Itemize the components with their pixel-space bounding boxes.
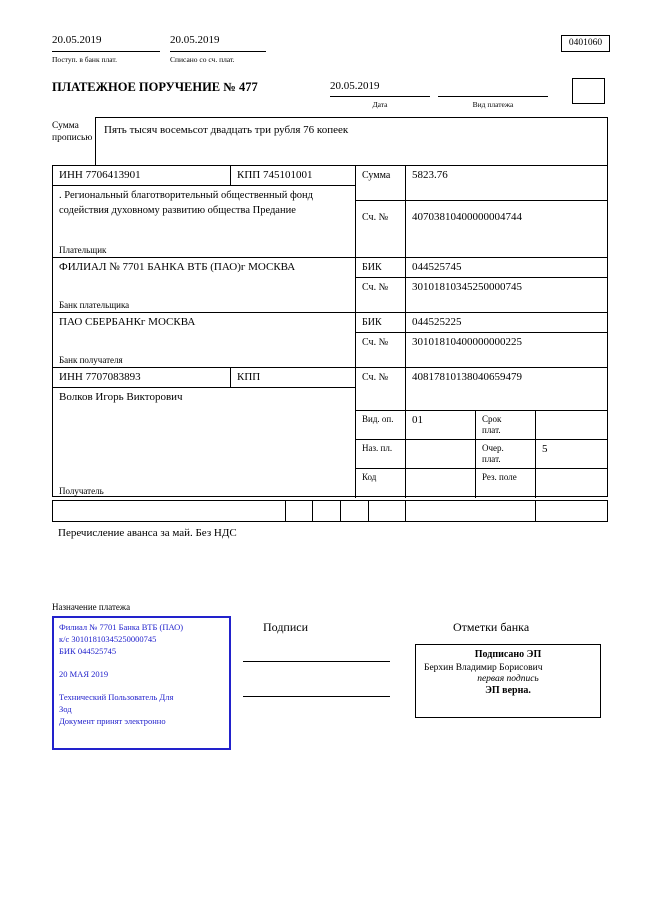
amount-label-cell: Сумма bbox=[356, 166, 406, 201]
amount-words-label-line2: прописью bbox=[52, 133, 93, 143]
srok-plat-value-cell bbox=[536, 411, 607, 440]
document-date-label: Дата bbox=[372, 100, 388, 109]
payer-bank-bik-value-cell: 044525745 bbox=[406, 258, 607, 278]
naz-pl-value-cell bbox=[406, 440, 476, 469]
beneficiary-name: Волков Игорь Викторович bbox=[59, 391, 183, 403]
esign-title: Подписано ЭП bbox=[474, 649, 542, 660]
codes-cell-6 bbox=[406, 501, 536, 521]
codes-row bbox=[52, 500, 608, 522]
purpose-text: Перечисление аванса за май. Без НДС bbox=[58, 527, 237, 539]
bank-blue-stamp bbox=[52, 616, 231, 750]
payer-account-label-cell: Сч. № bbox=[356, 201, 406, 258]
payer-cell bbox=[53, 186, 356, 258]
payer-bank-name: ФИЛИАЛ № 7701 БАНКА ВТБ (ПАО)г МОСКВА bbox=[59, 261, 296, 273]
signatures-header: Подписи bbox=[263, 620, 309, 634]
amount-value-cell: 5823.76 bbox=[406, 166, 607, 201]
esign-stamp-box bbox=[415, 644, 601, 718]
stamp-bik: БИК 044525745 bbox=[59, 646, 117, 656]
codes-cell-4 bbox=[341, 501, 369, 521]
payer-bank-account-label-cell: Сч. № bbox=[356, 278, 406, 313]
amount-words-box bbox=[95, 117, 608, 165]
stamp-corr-account: к/с 30101810345250000745 bbox=[59, 634, 157, 644]
received-in-bank-date: 20.05.2019 bbox=[52, 34, 160, 52]
beneficiary-account-label-cell: Сч. № bbox=[356, 368, 406, 411]
payer-account-value-cell: 40703810400000004744 bbox=[406, 201, 607, 258]
beneficiary-bank-bik-label-cell: БИК bbox=[356, 313, 406, 333]
rez-pole-value-cell bbox=[536, 469, 607, 498]
stamp-date: 20 МАЯ 2019 bbox=[59, 669, 109, 679]
ocher-plat-label-cell: Очер. плат. bbox=[476, 440, 536, 469]
payer-name: . Региональный благотворительный общественный фонд содействия духовному развитию общества Предание bbox=[59, 190, 313, 216]
form-code-box: 0401060 bbox=[561, 35, 610, 52]
stamp-bank-name: Филиал № 7701 Банка ВТБ (ПАО) bbox=[59, 622, 184, 632]
beneficiary-account-value-cell: 40817810138040659479 bbox=[406, 368, 607, 411]
amount-words-label-line1: Сумма bbox=[52, 121, 79, 131]
beneficiary-bank-section-label: Банк получателя bbox=[59, 355, 123, 365]
payer-kpp-cell: КПП 745101001 bbox=[231, 166, 356, 186]
esign-signer-name: Берхин Владимир Борисович bbox=[424, 663, 543, 673]
payer-bank-bik-label-cell: БИК bbox=[356, 258, 406, 278]
codes-cell-2 bbox=[286, 501, 313, 521]
payer-bank-section-label: Банк плательщика bbox=[59, 300, 130, 310]
vid-op-value-cell: 01 bbox=[406, 411, 476, 440]
rez-pole-label-cell: Рез. поле bbox=[476, 469, 536, 498]
payment-type-label: Вид платежа bbox=[472, 100, 514, 109]
esign-verified: ЭП верна. bbox=[485, 685, 531, 696]
codes-cell-5 bbox=[369, 501, 406, 521]
naz-pl-label-cell: Наз. пл. bbox=[356, 440, 406, 469]
beneficiary-bank-account-label-cell: Сч. № bbox=[356, 333, 406, 368]
kod-label-cell: Код bbox=[356, 469, 406, 498]
stamp-accepted: Документ принят электронно bbox=[59, 716, 166, 726]
beneficiary-inn-cell: ИНН 7707083893 bbox=[53, 368, 231, 388]
beneficiary-bank-bik-value-cell: 044525225 bbox=[406, 313, 607, 333]
ocher-plat-value-cell: 5 bbox=[536, 440, 607, 469]
stamp-user-line2: Зод bbox=[59, 704, 72, 714]
purpose-label: Назначение платежа bbox=[52, 602, 131, 612]
received-in-bank-label: Поступ. в банк плат. bbox=[52, 55, 117, 64]
codes-cell-3 bbox=[313, 501, 341, 521]
beneficiary-cell bbox=[53, 388, 356, 498]
vid-op-label-cell: Вид. оп. bbox=[356, 411, 406, 440]
esign-subtitle: первая подпись bbox=[477, 674, 539, 684]
payer-bank-cell bbox=[53, 258, 356, 313]
codes-cell-1 bbox=[53, 501, 286, 521]
srok-plat-label-cell: Срок плат. bbox=[476, 411, 536, 440]
beneficiary-bank-name: ПАО СБЕРБАНКг МОСКВА bbox=[59, 316, 196, 328]
document-date: 20.05.2019 bbox=[330, 80, 430, 97]
signature-line-2 bbox=[243, 681, 390, 697]
beneficiary-kpp-cell: КПП bbox=[231, 368, 356, 388]
payment-type-line bbox=[438, 80, 548, 97]
codes-cell-7 bbox=[536, 501, 607, 521]
payer-section-label: Плательщик bbox=[59, 245, 107, 255]
amount-words-value: Пять тысяч восемьсот двадцать три рубля 76 копеек bbox=[104, 124, 349, 136]
debited-label: Списано со сч. плат. bbox=[170, 55, 235, 64]
payment-type-box bbox=[572, 78, 605, 104]
payer-bank-account-value-cell: 30101810345250000745 bbox=[406, 278, 607, 313]
stamp-user-line1: Технический Пользователь Для bbox=[59, 692, 174, 702]
bank-marks-header: Отметки банка bbox=[453, 620, 530, 634]
document-title: ПЛАТЕЖНОЕ ПОРУЧЕНИЕ № 477 bbox=[52, 80, 258, 94]
kod-value-cell bbox=[406, 469, 476, 498]
beneficiary-bank-account-value-cell: 30101810400000000225 bbox=[406, 333, 607, 368]
debited-date: 20.05.2019 bbox=[170, 34, 266, 52]
requisites-table bbox=[52, 165, 608, 497]
beneficiary-section-label: Получатель bbox=[59, 486, 104, 496]
signature-line-1 bbox=[243, 646, 390, 662]
payer-inn-cell: ИНН 7706413901 bbox=[53, 166, 231, 186]
beneficiary-bank-cell bbox=[53, 313, 356, 368]
